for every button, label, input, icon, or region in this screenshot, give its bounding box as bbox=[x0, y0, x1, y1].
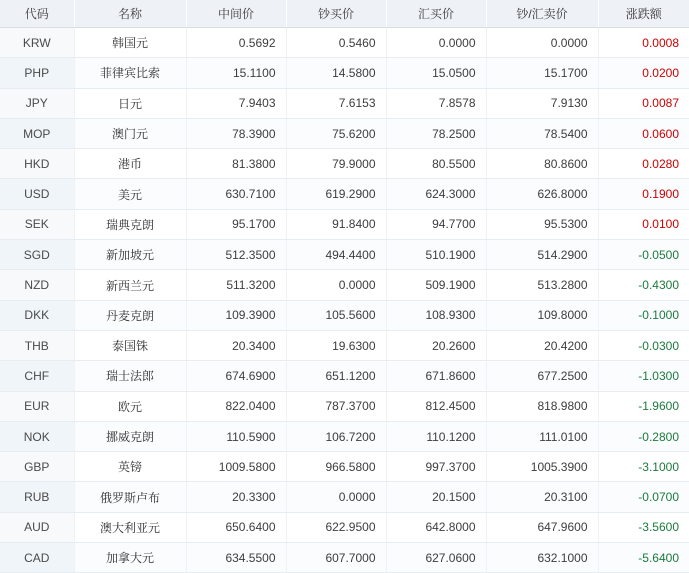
currency-code: THB bbox=[0, 330, 74, 360]
table-row[interactable] bbox=[0, 300, 689, 330]
currency-name: 欧元 bbox=[74, 391, 186, 421]
change-amount: 0.0600 bbox=[598, 118, 689, 148]
currency-name: 新西兰元 bbox=[74, 270, 186, 300]
sell-price: 111.0100 bbox=[486, 421, 598, 451]
cash-buy-price: 607.7000 bbox=[286, 543, 386, 573]
currency-name: 新加坡元 bbox=[74, 240, 186, 270]
remit-buy-price: 510.1900 bbox=[386, 240, 486, 270]
mid-price: 109.3900 bbox=[186, 300, 286, 330]
remit-buy-price: 642.8000 bbox=[386, 512, 486, 542]
cash-buy-price: 787.3700 bbox=[286, 391, 386, 421]
remit-buy-price: 671.8600 bbox=[386, 361, 486, 391]
change-amount: -3.1000 bbox=[598, 452, 689, 482]
table-row[interactable] bbox=[0, 240, 689, 270]
sell-price: 109.8000 bbox=[486, 300, 598, 330]
change-amount: -1.0300 bbox=[598, 361, 689, 391]
sell-price: 78.5400 bbox=[486, 118, 598, 148]
mid-price: 20.3300 bbox=[186, 482, 286, 512]
currency-name: 韩国元 bbox=[74, 28, 186, 58]
currency-name: 瑞士法郎 bbox=[74, 361, 186, 391]
currency-name: 澳大利亚元 bbox=[74, 512, 186, 542]
sell-price: 647.9600 bbox=[486, 512, 598, 542]
currency-code: NOK bbox=[0, 421, 74, 451]
sell-price: 0.0000 bbox=[486, 28, 598, 58]
sell-price: 20.3100 bbox=[486, 482, 598, 512]
remit-buy-price: 20.2600 bbox=[386, 330, 486, 360]
currency-name: 俄罗斯卢布 bbox=[74, 482, 186, 512]
mid-price: 95.1700 bbox=[186, 209, 286, 239]
column-header-sell[interactable]: 钞/汇卖价 bbox=[486, 0, 598, 28]
table-body bbox=[0, 28, 689, 573]
mid-price: 1009.5800 bbox=[186, 452, 286, 482]
mid-price: 674.6900 bbox=[186, 361, 286, 391]
remit-buy-price: 0.0000 bbox=[386, 28, 486, 58]
currency-name: 菲律宾比索 bbox=[74, 58, 186, 88]
sell-price: 1005.3900 bbox=[486, 452, 598, 482]
change-amount: -0.1000 bbox=[598, 300, 689, 330]
table-header-row bbox=[0, 0, 689, 28]
cash-buy-price: 106.7200 bbox=[286, 421, 386, 451]
sell-price: 15.1700 bbox=[486, 58, 598, 88]
sell-price: 818.9800 bbox=[486, 391, 598, 421]
remit-buy-price: 627.0600 bbox=[386, 543, 486, 573]
currency-name: 瑞典克朗 bbox=[74, 209, 186, 239]
sell-price: 513.2800 bbox=[486, 270, 598, 300]
change-amount: -0.0700 bbox=[598, 482, 689, 512]
currency-name: 英镑 bbox=[74, 452, 186, 482]
currency-code: CAD bbox=[0, 543, 74, 573]
change-amount: -5.6400 bbox=[598, 543, 689, 573]
table-row[interactable] bbox=[0, 482, 689, 512]
currency-code: AUD bbox=[0, 512, 74, 542]
remit-buy-price: 80.5500 bbox=[386, 149, 486, 179]
cash-buy-price: 7.6153 bbox=[286, 88, 386, 118]
table-row[interactable] bbox=[0, 209, 689, 239]
currency-code: CHF bbox=[0, 361, 74, 391]
remit-buy-price: 624.3000 bbox=[386, 179, 486, 209]
cash-buy-price: 79.9000 bbox=[286, 149, 386, 179]
change-amount: -1.9600 bbox=[598, 391, 689, 421]
table-row[interactable] bbox=[0, 28, 689, 58]
currency-code: NZD bbox=[0, 270, 74, 300]
table-header bbox=[0, 0, 689, 28]
mid-price: 78.3900 bbox=[186, 118, 286, 148]
table-row[interactable] bbox=[0, 543, 689, 573]
currency-code: KRW bbox=[0, 28, 74, 58]
mid-price: 110.5900 bbox=[186, 421, 286, 451]
table-row[interactable] bbox=[0, 421, 689, 451]
sell-price: 20.4200 bbox=[486, 330, 598, 360]
currency-code: SGD bbox=[0, 240, 74, 270]
mid-price: 650.6400 bbox=[186, 512, 286, 542]
mid-price: 20.3400 bbox=[186, 330, 286, 360]
mid-price: 630.7100 bbox=[186, 179, 286, 209]
table-row[interactable] bbox=[0, 88, 689, 118]
currency-code: RUB bbox=[0, 482, 74, 512]
change-amount: -0.0300 bbox=[598, 330, 689, 360]
currency-code: USD bbox=[0, 179, 74, 209]
mid-price: 512.3500 bbox=[186, 240, 286, 270]
currency-name: 美元 bbox=[74, 179, 186, 209]
change-amount: -3.5600 bbox=[598, 512, 689, 542]
currency-name: 挪威克朗 bbox=[74, 421, 186, 451]
column-header-mid-price[interactable]: 中间价 bbox=[186, 0, 286, 28]
cash-buy-price: 494.4400 bbox=[286, 240, 386, 270]
remit-buy-price: 7.8578 bbox=[386, 88, 486, 118]
cash-buy-price: 0.5460 bbox=[286, 28, 386, 58]
mid-price: 822.0400 bbox=[186, 391, 286, 421]
table-row[interactable] bbox=[0, 118, 689, 148]
cash-buy-price: 19.6300 bbox=[286, 330, 386, 360]
sell-price: 677.2500 bbox=[486, 361, 598, 391]
currency-code: DKK bbox=[0, 300, 74, 330]
sell-price: 626.8000 bbox=[486, 179, 598, 209]
mid-price: 634.5500 bbox=[186, 543, 286, 573]
cash-buy-price: 14.5800 bbox=[286, 58, 386, 88]
column-header-code[interactable]: 代码 bbox=[0, 0, 74, 28]
cash-buy-price: 75.6200 bbox=[286, 118, 386, 148]
sell-price: 95.5300 bbox=[486, 209, 598, 239]
table-row[interactable] bbox=[0, 361, 689, 391]
remit-buy-price: 110.1200 bbox=[386, 421, 486, 451]
sell-price: 514.2900 bbox=[486, 240, 598, 270]
remit-buy-price: 94.7700 bbox=[386, 209, 486, 239]
table-row[interactable] bbox=[0, 58, 689, 88]
currency-code: SEK bbox=[0, 209, 74, 239]
cash-buy-price: 105.5600 bbox=[286, 300, 386, 330]
column-header-remit-buy[interactable]: 汇买价 bbox=[386, 0, 486, 28]
cash-buy-price: 966.5800 bbox=[286, 452, 386, 482]
table-row[interactable] bbox=[0, 149, 689, 179]
cash-buy-price: 91.8400 bbox=[286, 209, 386, 239]
remit-buy-price: 20.1500 bbox=[386, 482, 486, 512]
change-amount: 0.0100 bbox=[598, 209, 689, 239]
currency-name: 泰国铢 bbox=[74, 330, 186, 360]
currency-code: PHP bbox=[0, 58, 74, 88]
cash-buy-price: 651.1200 bbox=[286, 361, 386, 391]
remit-buy-price: 812.4500 bbox=[386, 391, 486, 421]
column-header-cash-buy[interactable]: 钞买价 bbox=[286, 0, 386, 28]
remit-buy-price: 509.1900 bbox=[386, 270, 486, 300]
currency-code: MOP bbox=[0, 118, 74, 148]
mid-price: 7.9403 bbox=[186, 88, 286, 118]
currency-name: 港币 bbox=[74, 149, 186, 179]
change-amount: -0.2800 bbox=[598, 421, 689, 451]
change-amount: 0.0280 bbox=[598, 149, 689, 179]
currency-name: 丹麦克朗 bbox=[74, 300, 186, 330]
cash-buy-price: 619.2900 bbox=[286, 179, 386, 209]
change-amount: 0.0087 bbox=[598, 88, 689, 118]
cash-buy-price: 0.0000 bbox=[286, 270, 386, 300]
currency-name: 日元 bbox=[74, 88, 186, 118]
currency-code: EUR bbox=[0, 391, 74, 421]
remit-buy-price: 78.2500 bbox=[386, 118, 486, 148]
mid-price: 81.3800 bbox=[186, 149, 286, 179]
change-amount: 0.0008 bbox=[598, 28, 689, 58]
remit-buy-price: 15.0500 bbox=[386, 58, 486, 88]
currency-code: JPY bbox=[0, 88, 74, 118]
table-row[interactable] bbox=[0, 452, 689, 482]
currency-name: 澳门元 bbox=[74, 118, 186, 148]
mid-price: 0.5692 bbox=[186, 28, 286, 58]
change-amount: 0.1900 bbox=[598, 179, 689, 209]
sell-price: 632.1000 bbox=[486, 543, 598, 573]
currency-code: GBP bbox=[0, 452, 74, 482]
column-header-change[interactable]: 涨跌额 bbox=[598, 0, 689, 28]
sell-price: 7.9130 bbox=[486, 88, 598, 118]
column-header-name[interactable]: 名称 bbox=[74, 0, 186, 28]
cash-buy-price: 622.9500 bbox=[286, 512, 386, 542]
currency-code: HKD bbox=[0, 149, 74, 179]
table-row[interactable] bbox=[0, 330, 689, 360]
table-row[interactable] bbox=[0, 270, 689, 300]
mid-price: 15.1100 bbox=[186, 58, 286, 88]
change-amount: -0.0500 bbox=[598, 240, 689, 270]
mid-price: 511.3200 bbox=[186, 270, 286, 300]
table-row[interactable] bbox=[0, 391, 689, 421]
cash-buy-price: 0.0000 bbox=[286, 482, 386, 512]
table-row[interactable] bbox=[0, 512, 689, 542]
remit-buy-price: 997.3700 bbox=[386, 452, 486, 482]
table-row[interactable] bbox=[0, 179, 689, 209]
currency-name: 加拿大元 bbox=[74, 543, 186, 573]
remit-buy-price: 108.9300 bbox=[386, 300, 486, 330]
change-amount: -0.4300 bbox=[598, 270, 689, 300]
sell-price: 80.8600 bbox=[486, 149, 598, 179]
change-amount: 0.0200 bbox=[598, 58, 689, 88]
